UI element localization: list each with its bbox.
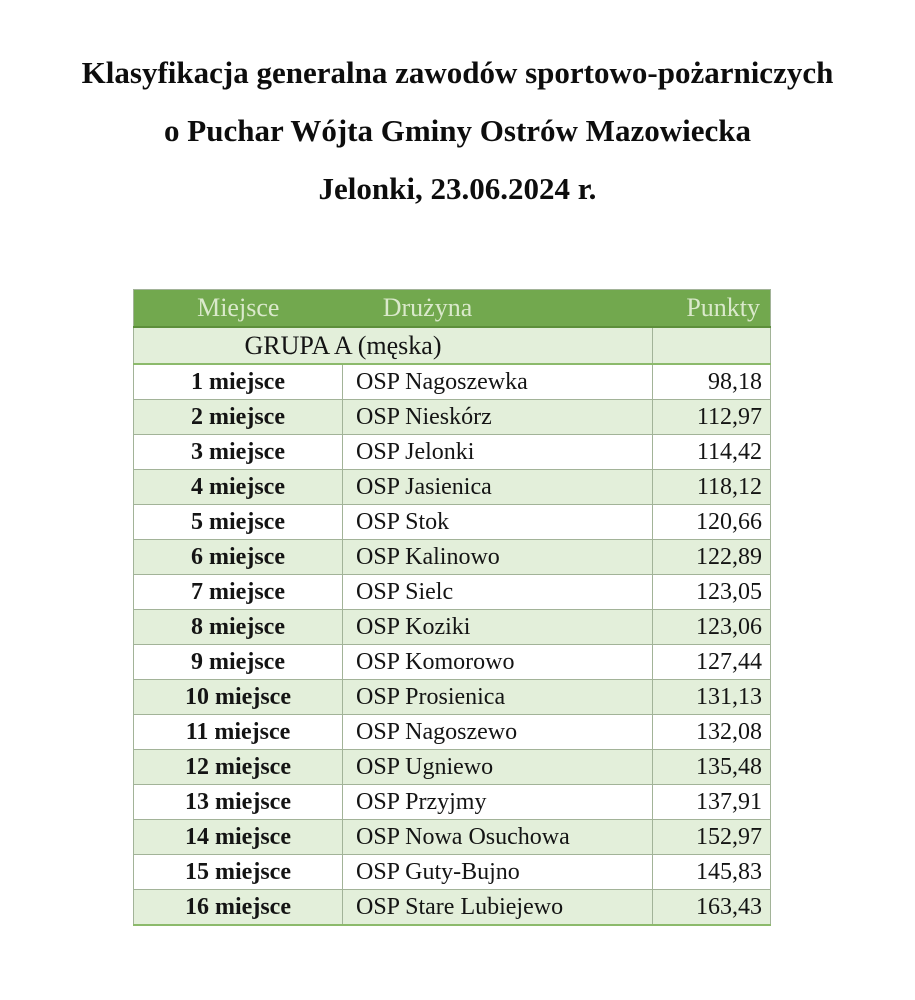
table-row bbox=[134, 575, 771, 610]
table-row bbox=[134, 540, 771, 575]
team-cell: OSP Jelonki bbox=[343, 435, 653, 470]
team-cell: OSP Przyjmy bbox=[343, 785, 653, 820]
table-row bbox=[134, 470, 771, 505]
team-cell: OSP Nowa Osuchowa bbox=[343, 820, 653, 855]
team-cell: OSP Nagoszewka bbox=[343, 364, 653, 400]
team-cell: OSP Komorowo bbox=[343, 645, 653, 680]
place-cell: 13 miejsce bbox=[134, 785, 343, 820]
table-row bbox=[134, 820, 771, 855]
column-header-miejsce: Miejsce bbox=[134, 290, 343, 328]
table-row bbox=[134, 400, 771, 435]
points-cell: 127,44 bbox=[653, 645, 771, 680]
team-cell: OSP Stok bbox=[343, 505, 653, 540]
points-cell: 122,89 bbox=[653, 540, 771, 575]
title-line-3: Jelonki, 23.06.2024 r. bbox=[318, 171, 597, 206]
points-cell: 114,42 bbox=[653, 435, 771, 470]
place-cell: 12 miejsce bbox=[134, 750, 343, 785]
points-cell: 120,66 bbox=[653, 505, 771, 540]
place-cell: 16 miejsce bbox=[134, 890, 343, 926]
points-cell: 123,06 bbox=[653, 610, 771, 645]
place-cell: 4 miejsce bbox=[134, 470, 343, 505]
place-cell: 1 miejsce bbox=[134, 364, 343, 400]
points-cell: 145,83 bbox=[653, 855, 771, 890]
title-line-2: o Puchar Wójta Gminy Ostrów Mazowiecka bbox=[164, 113, 751, 148]
team-cell: OSP Guty-Bujno bbox=[343, 855, 653, 890]
column-header-punkty: Punkty bbox=[653, 290, 771, 328]
table-row bbox=[134, 435, 771, 470]
team-cell: OSP Prosienica bbox=[343, 680, 653, 715]
points-cell: 163,43 bbox=[653, 890, 771, 926]
team-cell: OSP Kalinowo bbox=[343, 540, 653, 575]
place-cell: 14 miejsce bbox=[134, 820, 343, 855]
team-cell: OSP Nagoszewo bbox=[343, 715, 653, 750]
team-cell: OSP Jasienica bbox=[343, 470, 653, 505]
place-cell: 15 miejsce bbox=[134, 855, 343, 890]
table-header-row bbox=[134, 290, 771, 328]
team-cell: OSP Koziki bbox=[343, 610, 653, 645]
points-cell: 123,05 bbox=[653, 575, 771, 610]
place-cell: 6 miejsce bbox=[134, 540, 343, 575]
points-cell: 131,13 bbox=[653, 680, 771, 715]
document-title bbox=[0, 44, 915, 218]
place-cell: 7 miejsce bbox=[134, 575, 343, 610]
points-cell: 152,97 bbox=[653, 820, 771, 855]
table-row bbox=[134, 890, 771, 926]
place-cell: 5 miejsce bbox=[134, 505, 343, 540]
table-row bbox=[134, 680, 771, 715]
place-cell: 3 miejsce bbox=[134, 435, 343, 470]
table-row bbox=[134, 610, 771, 645]
table-row bbox=[134, 750, 771, 785]
points-cell: 132,08 bbox=[653, 715, 771, 750]
group-points-cell-empty bbox=[653, 327, 771, 364]
group-label: GRUPA A (męska) bbox=[134, 327, 653, 364]
place-cell: 2 miejsce bbox=[134, 400, 343, 435]
table-row bbox=[134, 364, 771, 400]
column-header-druzyna: Drużyna bbox=[343, 290, 653, 328]
place-cell: 10 miejsce bbox=[134, 680, 343, 715]
team-cell: OSP Ugniewo bbox=[343, 750, 653, 785]
table-row bbox=[134, 505, 771, 540]
points-cell: 137,91 bbox=[653, 785, 771, 820]
points-cell: 118,12 bbox=[653, 470, 771, 505]
points-cell: 135,48 bbox=[653, 750, 771, 785]
team-cell: OSP Stare Lubiejewo bbox=[343, 890, 653, 926]
points-cell: 98,18 bbox=[653, 364, 771, 400]
place-cell: 8 miejsce bbox=[134, 610, 343, 645]
group-header-row bbox=[134, 327, 771, 364]
table-row bbox=[134, 855, 771, 890]
table-row bbox=[134, 715, 771, 750]
place-cell: 11 miejsce bbox=[134, 715, 343, 750]
place-cell: 9 miejsce bbox=[134, 645, 343, 680]
points-cell: 112,97 bbox=[653, 400, 771, 435]
title-line-1: Klasyfikacja generalna zawodów sportowo-pożarniczych bbox=[81, 55, 834, 90]
team-cell: OSP Nieskórz bbox=[343, 400, 653, 435]
table-row bbox=[134, 645, 771, 680]
results-table bbox=[133, 289, 771, 926]
team-cell: OSP Sielc bbox=[343, 575, 653, 610]
table-row bbox=[134, 785, 771, 820]
